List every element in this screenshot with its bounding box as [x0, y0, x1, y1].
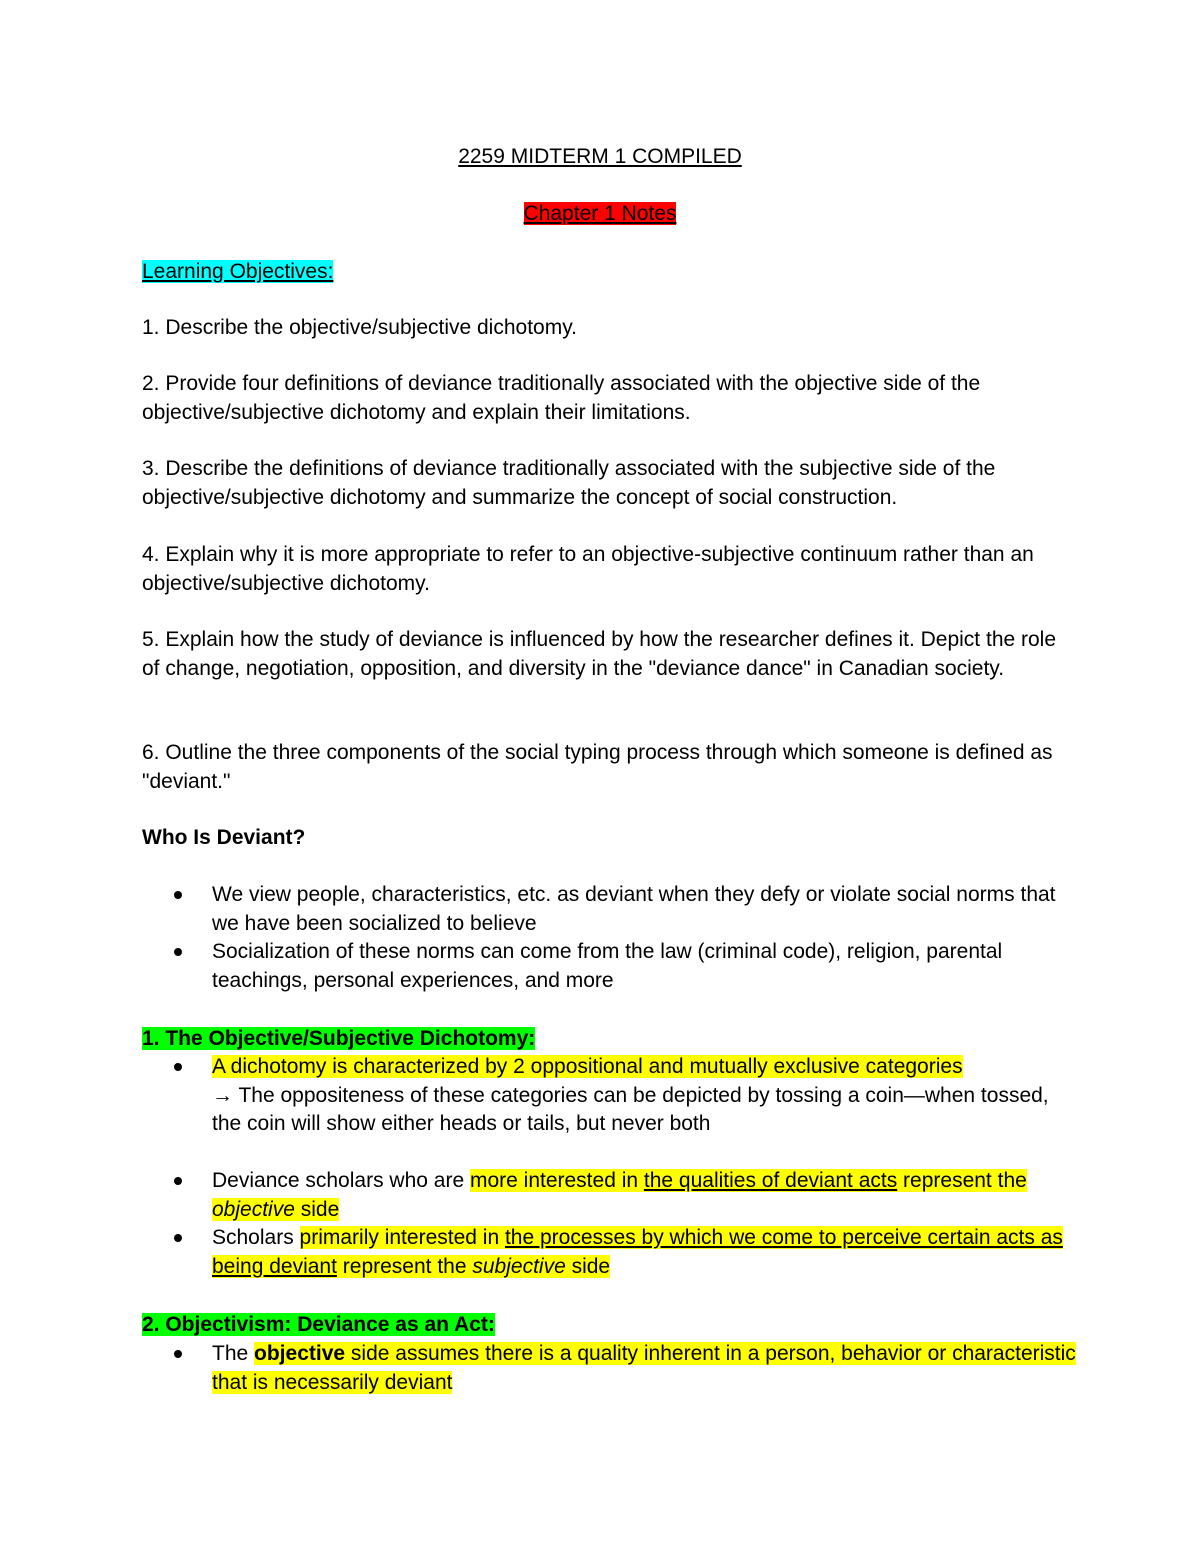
arrow-icon: → [212, 1083, 233, 1107]
who-is-deviant-heading: Who Is Deviant? [142, 826, 306, 849]
list-item [142, 1340, 1082, 1397]
text-run: more interested in [469, 1169, 644, 1192]
dichotomy-definition: A dichotomy is characterized by 2 oppositional and mutually exclusive categories [212, 1055, 963, 1078]
bullet-icon [174, 1063, 182, 1071]
section1-heading: 1. The Objective/Subjective Dichotomy: [142, 1027, 536, 1050]
text-run: side [294, 1197, 340, 1221]
text-run: objective [212, 1197, 295, 1221]
text-run: side assumes there is a quality inherent in a person, behavior or characteristic that is necessarily deviant [212, 1342, 1076, 1394]
objective-item: 3. Describe the definitions of deviance traditionally associated with the subjective side of the objective/subjective dichotomy and summarize the concept of social construction. [142, 457, 996, 509]
objective-item: 4. Explain why it is more appropriate to refer to an objective-subjective continuum rather than an objective/subjective dichotomy. [142, 543, 1034, 595]
text-run: represent the [897, 1169, 1027, 1192]
chapter-heading: Chapter 1 Notes [523, 202, 677, 225]
bullet-icon [174, 948, 182, 956]
list-item [142, 1053, 1082, 1139]
text-run: Deviance scholars who are [212, 1169, 470, 1192]
list-item [142, 1167, 1082, 1224]
text-run: the processes by which we come to perceive certain acts as being deviant [212, 1226, 1063, 1278]
text-run [212, 1226, 1063, 1278]
text-run: represent the [336, 1254, 473, 1278]
document-title: 2259 MIDTERM 1 COMPILED [458, 145, 742, 168]
who-is-deviant-list [142, 881, 1082, 995]
section1-heading-wrap [142, 1025, 1062, 1054]
chapter-heading-wrap [0, 200, 1200, 229]
learning-objectives-heading-wrap [142, 258, 1062, 287]
objective-item: 6. Outline the three components of the social typing process through which someone is defined as "deviant." [142, 741, 1053, 793]
bullet-icon [174, 1350, 182, 1358]
text-run [212, 1342, 1076, 1394]
objective-item: 2. Provide four definitions of deviance traditionally associated with the objective side of the objective/subjective dichotomy and explain their limitations. [142, 372, 981, 424]
section2-heading: 2. Objectivism: Deviance as an Act: [142, 1313, 495, 1336]
list-item [142, 938, 1082, 995]
section2-list [142, 1340, 1082, 1397]
text-run: the qualities of deviant acts [643, 1169, 898, 1192]
list-item-text: We view people, characteristics, etc. as deviant when they defy or violate social norms that we have been socialized to believe [212, 883, 1056, 935]
objective-item: 1. Describe the objective/subjective dichotomy. [142, 316, 577, 339]
text-run: primarily interested in [299, 1226, 505, 1249]
objective-item: 5. Explain how the study of deviance is influenced by how the researcher defines it. Depict the role of change, negotiation, opposition, and diversity in the "deviance dance" in Canadian society. [142, 628, 1057, 680]
coin-analogy: The oppositeness of these categories can be depicted by tossing a coin—when tossed, the coin will show either heads or tails, but never both [212, 1083, 1049, 1135]
text-run: objective [254, 1342, 346, 1365]
bullet-icon [174, 891, 182, 899]
section1-list [142, 1053, 1082, 1281]
bullet-icon [174, 1177, 182, 1185]
list-item [142, 881, 1082, 938]
list-item-text: Socialization of these norms can come from the law (criminal code), religion, parental teachings, personal experiences, and more [212, 940, 1003, 992]
text-run: The [212, 1342, 255, 1365]
list-item [142, 1224, 1082, 1281]
text-run: Scholars [212, 1226, 300, 1249]
bullet-icon [174, 1234, 182, 1242]
text-run: side [565, 1254, 611, 1278]
text-run: subjective [472, 1254, 566, 1278]
learning-objectives-heading: Learning Objectives: [142, 260, 334, 283]
section2-heading-wrap [142, 1311, 1062, 1340]
